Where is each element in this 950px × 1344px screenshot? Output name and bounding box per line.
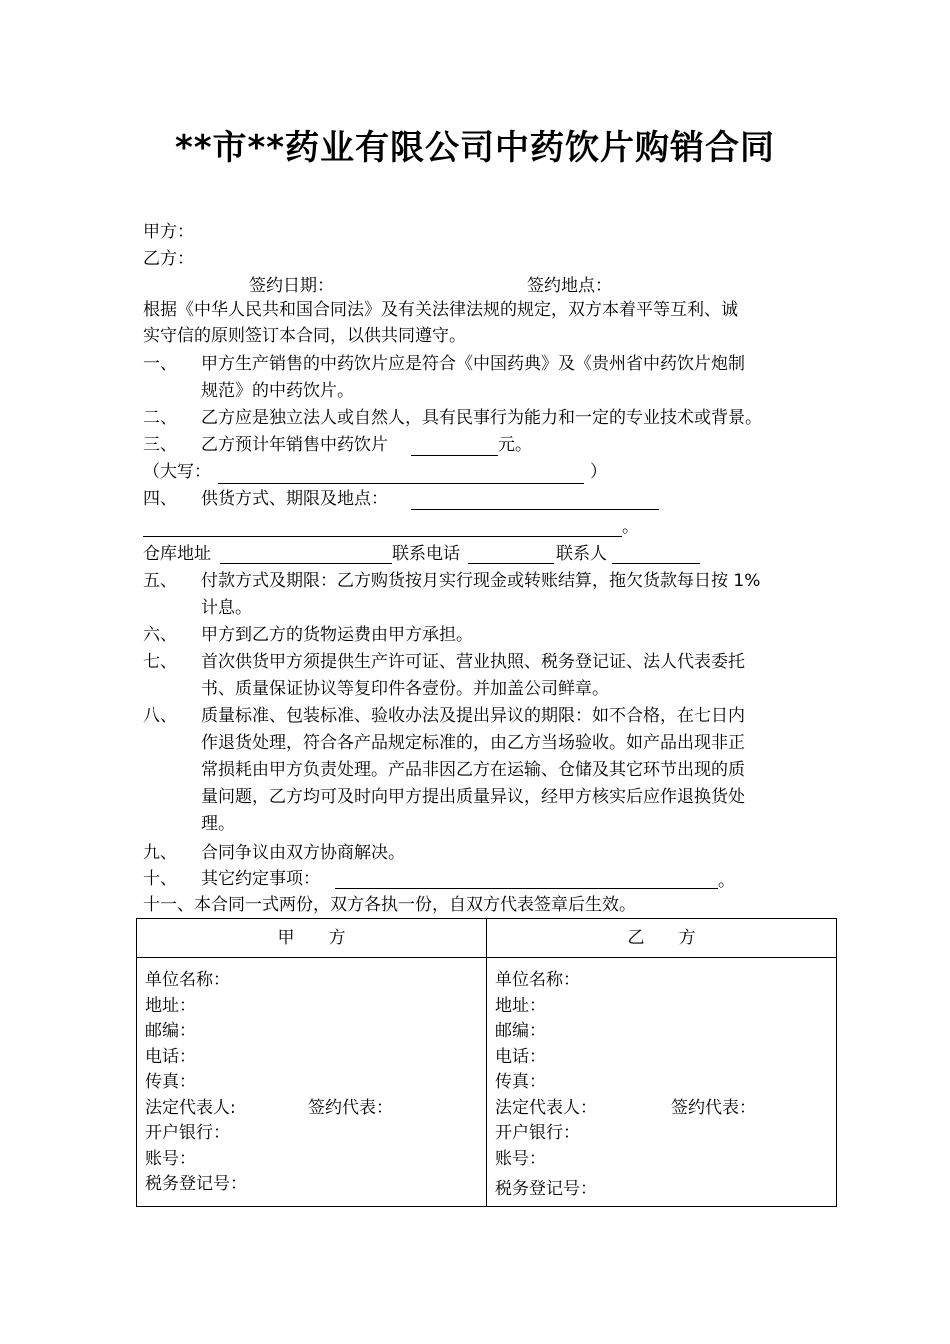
party-b-info [487,958,837,1207]
clause-8-line-5: 理。 [201,814,235,834]
clause-7-number: 七、 [143,652,177,672]
clause-9-number: 九、 [143,843,177,863]
party-a-header: 甲 方 [137,919,487,958]
contact-blank[interactable] [612,563,700,564]
party-a-bank: 开户银行： [145,1123,230,1143]
party-b-bank: 开户银行： [495,1123,580,1143]
supply-method-blank[interactable] [411,509,659,510]
party-a-info [137,958,487,1207]
clause-9-text: 合同争议由双方协商解决。 [201,843,405,863]
daxie-close: ） [590,462,607,482]
party-a-tax: 税务登记号： [145,1174,247,1194]
party-b-legal-rep: 法定代表人： [495,1098,597,1118]
party-a-sign-rep: 签约代表： [308,1098,393,1118]
intro-line-2: 实守信的原则签订本合同，以供共同遵守。 [143,326,466,346]
clause-6-number: 六、 [143,625,177,645]
clause-5-line-1: 付款方式及期限：乙方购货按月实行现金或转账结算，拖欠货款每日按 1% [201,571,761,591]
sales-amount-blank[interactable] [411,455,498,456]
party-b-address: 地址： [495,996,546,1016]
clause-8-number: 八、 [143,706,177,726]
clause-5-line-2: 计息。 [201,598,252,618]
clause-7-line-1: 首次供货甲方须提供生产许可证、营业执照、税务登记证、法人代表委托 [201,652,745,672]
phone-label: 联系电话 [392,544,460,564]
clause-1-line-2: 规范》的中药饮片。 [201,381,354,401]
clause-3-text: 乙方预计年销售中药饮片 [201,435,388,455]
clause-4-end: 。 [622,517,639,537]
sign-place-label: 签约地点： [527,276,612,296]
party-b-tax: 税务登记号： [495,1179,597,1199]
clause-1-number: 一、 [143,354,177,374]
sign-date-label: 签约日期： [249,276,334,296]
party-a-account: 账号： [145,1149,196,1169]
party-a-postcode: 邮编： [145,1021,196,1041]
clause-10-end: 。 [718,871,735,891]
party-b-fax: 传真： [495,1072,546,1092]
warehouse-blank[interactable] [220,563,392,564]
clause-5-number: 五、 [143,571,177,591]
party-b-unit: 单位名称： [495,970,580,990]
contact-label: 联系人 [556,544,607,564]
clause-4-number: 四、 [143,489,177,509]
party-a-unit: 单位名称： [145,970,230,990]
phone-blank[interactable] [468,563,554,564]
party-a-label: 甲方： [143,222,194,242]
clause-1-line-1: 甲方生产销售的中药饮片应是符合《中国药典》及《贵州省中药饮片炮制 [201,354,745,374]
party-a-phone: 电话： [145,1047,196,1067]
party-b-account: 账号： [495,1149,546,1169]
party-a-legal-rep: 法定代表人: [145,1098,236,1118]
clause-3-suffix: 元。 [498,435,532,455]
party-a-fax: 传真： [145,1072,196,1092]
clause-2-text: 乙方应是独立法人或自然人，具有民事行为能力和一定的专业技术或背景。 [201,408,762,428]
clause-8-line-3: 常损耗由甲方负责处理。产品非因乙方在运输、仓储及其它环节出现的质 [201,760,745,780]
clause-4-text: 供货方式、期限及地点： [201,489,388,509]
clause-8-line-2: 作退货处理，符合各产品规定标准的，由乙方当场验收。如产品出现非正 [201,733,745,753]
clause-11-text: 十一、本合同一式两份，双方各执一份，自双方代表签章后生效。 [143,895,636,915]
clause-3-number: 三、 [143,435,177,455]
contract-title: **市**药业有限公司中药饮片购销合同 [174,128,776,168]
parties-table [136,918,837,1207]
clause-8-line-1: 质量标准、包装标准、验收办法及提出异议的期限：如不合格，在七日内 [201,706,745,726]
party-b-postcode: 邮编： [495,1021,546,1041]
clause-10-text: 其它约定事项： [201,869,320,889]
clause-6-text: 甲方到乙方的货物运费由甲方承担。 [201,625,473,645]
supply-method-blank-2[interactable] [143,536,622,537]
clause-8-line-4: 量问题，乙方均可及时向甲方提出质量异议，经甲方核实后应作退换货处 [201,787,745,807]
intro-line-1: 根据《中华人民共和国合同法》及有关法律法规的规定，双方本着平等互利、诚 [143,300,738,320]
warehouse-label: 仓库地址 [143,544,211,564]
party-b-label: 乙方： [143,249,194,269]
party-b-header: 乙 方 [487,919,837,958]
party-b-sign-rep: 签约代表： [671,1098,756,1118]
party-a-address: 地址： [145,996,196,1016]
clause-2-number: 二、 [143,408,177,428]
daxie-open: （大写： [143,462,211,482]
clause-7-line-2: 书、质量保证协议等复印件各壹份。并加盖公司鲜章。 [201,679,609,699]
clause-10-number: 十、 [143,869,177,889]
other-terms-blank[interactable] [335,888,718,889]
party-b-phone: 电话： [495,1047,546,1067]
